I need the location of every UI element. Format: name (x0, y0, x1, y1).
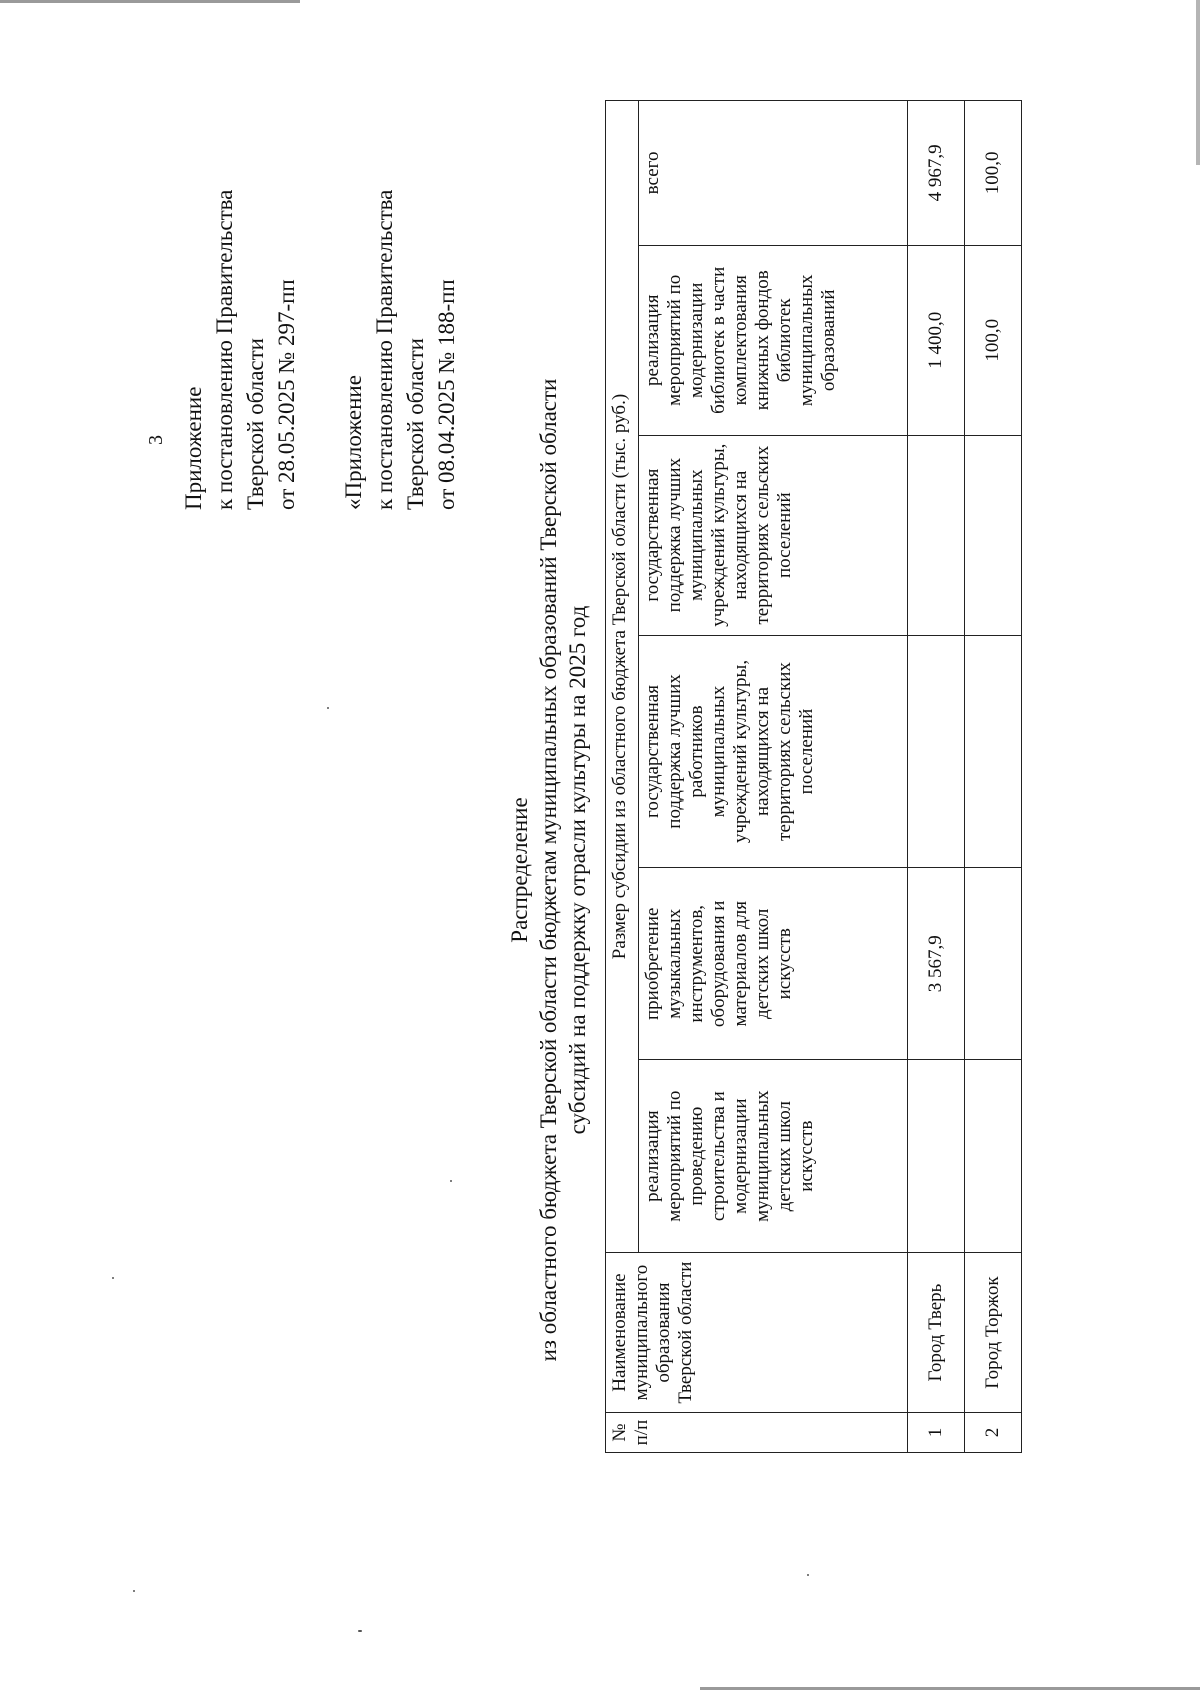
appendix-line: к постановлению Правительства (372, 189, 397, 510)
appendix-line: к постановлению Правительства (212, 189, 237, 510)
header-number: № п/п (606, 1413, 908, 1453)
row-total: 100,0 (965, 101, 1022, 246)
appendix-line: «Приложение (341, 375, 366, 510)
row-value: 1 400,0 (908, 245, 965, 435)
header-column: реализация мероприятий по проведению строительства и модернизации муниципальных детских школ искусств (639, 1060, 908, 1253)
appendix-line: Приложение (181, 386, 206, 510)
row-value (908, 435, 965, 635)
appendix-line: от 08.04.2025 № 188-пп (434, 279, 459, 510)
table-row (965, 101, 1022, 1453)
header-column: государственная поддержка лучших муниципальных учреждений культуры, находящихся на территориях сельских поселений (639, 435, 908, 635)
appendix-current (178, 190, 302, 510)
row-total: 4 967,9 (908, 101, 965, 246)
table-header-row (606, 101, 639, 1453)
row-number: 1 (908, 1413, 965, 1453)
subsidy-table (605, 100, 1022, 1453)
header-column: реализация мероприятий по модернизации библиотек в части комплектования книжных фондов библиотек муниципальных образований (639, 245, 908, 435)
page-number: 3 (145, 435, 167, 445)
row-value: 3 567,9 (908, 868, 965, 1060)
row-value: 100,0 (965, 245, 1022, 435)
appendix-previous (338, 190, 462, 510)
row-value (908, 635, 965, 868)
header-subsidy-group: Размер субсидии из областного бюджета Тверской области (тыс. руб.) (606, 101, 639, 1253)
table-header-row (639, 101, 908, 1453)
title-line: субсидий на поддержку отрасли культуры на 2025 год (565, 605, 590, 1135)
header-column: государственная поддержка лучших работников муниципальных учреждений культуры, находящихся на территориях сельских поселений (639, 635, 908, 868)
row-value (965, 1060, 1022, 1253)
title-line: из областного бюджета Тверской области бюджетам муниципальных образований Тверской области (536, 378, 561, 1362)
row-number: 2 (965, 1413, 1022, 1453)
document-title (505, 280, 592, 1460)
header-municipality: Наименование муниципального образования Тверской области (606, 1253, 908, 1413)
row-value (908, 1060, 965, 1253)
appendix-line: от 28.05.2025 № 297-пп (274, 279, 299, 510)
row-municipality: Город Тверь (908, 1253, 965, 1413)
header-column-total: всего (639, 101, 908, 246)
header-column: приобретение музыкальных инструментов, оборудования и материалов для детских школ искусств (639, 868, 908, 1060)
row-value (965, 868, 1022, 1060)
table-row (908, 101, 965, 1453)
row-value (965, 435, 1022, 635)
row-municipality: Город Торжок (965, 1253, 1022, 1413)
appendix-line: Тверской области (243, 338, 268, 510)
appendix-line: Тверской области (403, 338, 428, 510)
row-value (965, 635, 1022, 868)
title-line: Распределение (507, 797, 532, 943)
